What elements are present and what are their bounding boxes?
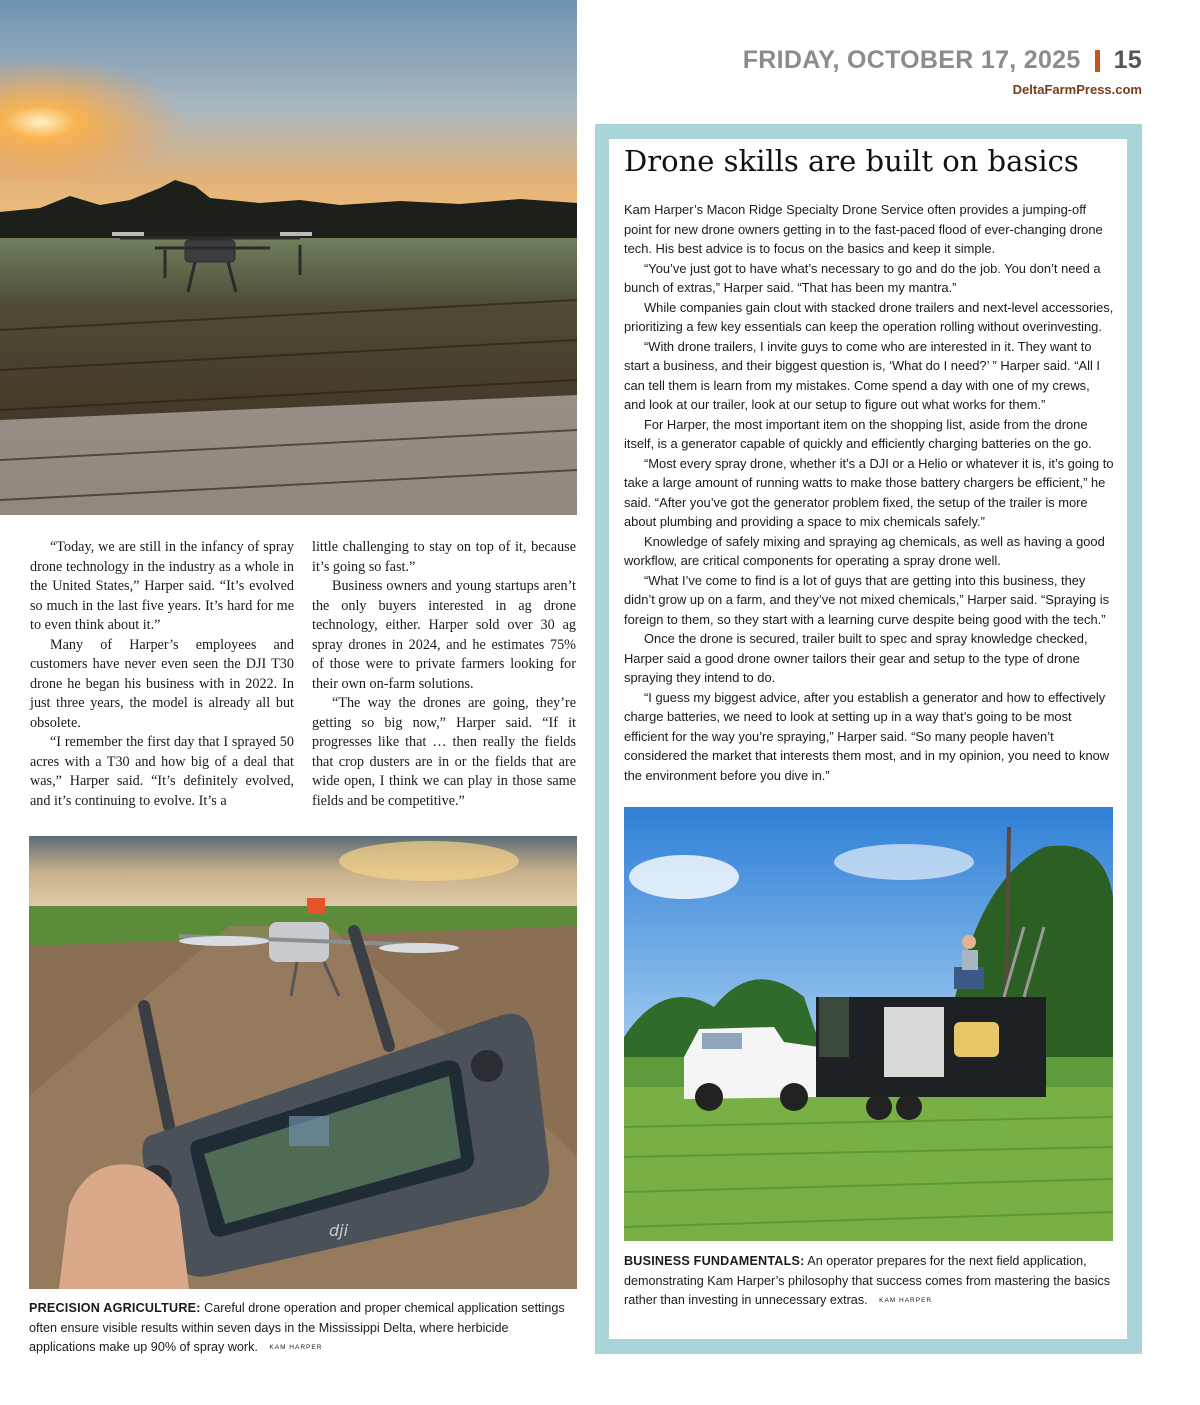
sidebar-paragraph: Knowledge of safely mixing and spraying ag chemicals, as well as having a good workflow, are critical components for operating a spray drone well. — [624, 533, 1105, 568]
sidebar-body — [624, 200, 1114, 785]
caption-heading: PRECISION AGRICULTURE: — [29, 1301, 201, 1315]
sidebar-paragraph: “What I’ve come to find is a lot of guys that are getting into this business, they didn’t grow up on a farm, and they’ve not mixed chemicals,” Harper said. “Spraying is foreign to them, so they start with a learning curve despite being good with the tech.” — [624, 572, 1110, 627]
sidebar-paragraph: “You’ve just got to have what’s necessary to go and do the job. You don’t need a bunch of extras,” Harper said. “That has been my mantra.” — [624, 260, 1101, 295]
issue-date: FRIDAY, OCTOBER 17, 2025 — [742, 46, 1081, 74]
sidebar-paragraph: “With drone trailers, I invite guys to come who are interested in it. They want to start a business, and their biggest question is, ‘What do I need?’ ” Harper said. “All I can tell them is learn from my mistakes. Come spend a day with one of my crews, and look at our trailer, look at our setup to figure out what works for them.” — [624, 338, 1101, 412]
sidebar-paragraph: Kam Harper’s Macon Ridge Specialty Drone Service often provides a jumping-off point for new drone owners getting in to the fast-paced flood of ever-changing drone tech. His best advice is to focus on the basics and keep it simple. — [624, 202, 1103, 256]
sidebar-title: Drone skills are built on basics — [624, 144, 1079, 178]
header-separator — [1095, 50, 1100, 72]
article-paragraph: Business owners and young startups aren’t the only buyers interested in ag drone technology, either. Harper sold over 30 ag spray drones in 2024, and he estimates 75% of those were to private farmers looking for their own on-farm solutions. — [312, 578, 576, 692]
dji-logo: dji — [329, 1221, 349, 1240]
sidebar-paragraph: For Harper, the most important item on the shopping list, aside from the drone itself, is a generator capable of quickly and efficiently charging batteries on the go. — [624, 416, 1092, 451]
photo-sunset-drone — [0, 0, 577, 515]
article-paragraph: “The way the drones are going, they’re getting so big now,” Harper said. “If it progresses like that … then really the fields that crop dusters are in or the fields that are wide open, I think we can play in those same fields and be competitive.” — [312, 695, 576, 809]
photo-credit: KAM HARPER — [269, 1344, 323, 1351]
article-paragraph: “I remember the first day that I sprayed 50 acres with a T30 and how big of a deal that was,” Harper said. “It’s definitely evolved, and it’s continuing to evolve. It’s a — [30, 734, 294, 809]
sidebar-paragraph: While companies gain clout with stacked drone trailers and next-level accessories, prioritizing a few key essentials can keep the operation rolling without overinvesting. — [624, 299, 1114, 334]
article-column-2 — [312, 538, 576, 811]
photo-caption-left — [29, 1299, 577, 1358]
site-link[interactable]: DeltaFarmPress.com — [1012, 82, 1142, 97]
article-paragraph: little challenging to stay on top of it, because it’s going so fast.” — [312, 539, 576, 575]
sidebar-paragraph: Once the drone is secured, trailer built to spec and spray knowledge checked, Harper said a good drone owner tailors their gear and setup to the type of drone spraying they intend to do. — [624, 631, 1088, 685]
photo-truck-trailer — [624, 807, 1113, 1241]
page-number: 15 — [1113, 46, 1142, 74]
issue-date-line — [743, 46, 1142, 75]
photo-caption-right — [624, 1252, 1116, 1311]
caption-heading: BUSINESS FUNDAMENTALS: — [624, 1254, 805, 1268]
article-paragraph: “Today, we are still in the infancy of spray drone technology in the industry as a whole in the United States,” Harper said. “It’s evolved so much in the last five years. It’s hard for me to even think about it.” — [30, 539, 294, 633]
article-paragraph: Many of Harper’s employees and customers have never even seen the DJI T30 drone he began his business with in 2022. In just three years, the model is already all but obsolete. — [30, 636, 294, 731]
caption-text: Careful drone operation and proper chemical application settings often ensure visible results within seven days in the Mississippi Delta, where herbicide applications make up 90% of spray work. — [29, 1301, 565, 1355]
article-column-1 — [30, 538, 294, 811]
sidebar-paragraph: “Most every spray drone, whether it’s a DJI or a Helio or whatever it is, it’s going to take a large amount of running watts to make those battery chargers be efficient,” he said. “After you’ve got the generator problem fixed, the setup of the trailer is more about plumbing and providing a space to mix chemicals safely.” — [624, 455, 1114, 529]
sidebar-paragraph: “I guess my biggest advice, after you establish a generator and how to effectively charge batteries, we need to look at setting up in a way that’s going to be most efficient for the way you’re spraying,” Harper said. “So many people haven’t considered the market that interests them most, and in my opinion, you need to know the environment before you dive in.” — [624, 689, 1110, 783]
caption-text: An operator prepares for the next field application, demonstrating Kam Harper’s philosophy that success comes from mastering the basics rather than investing in unnecessary extras. — [624, 1254, 1111, 1308]
photo-credit: KAM HARPER — [879, 1297, 933, 1304]
photo-drone-controller — [29, 836, 577, 1289]
